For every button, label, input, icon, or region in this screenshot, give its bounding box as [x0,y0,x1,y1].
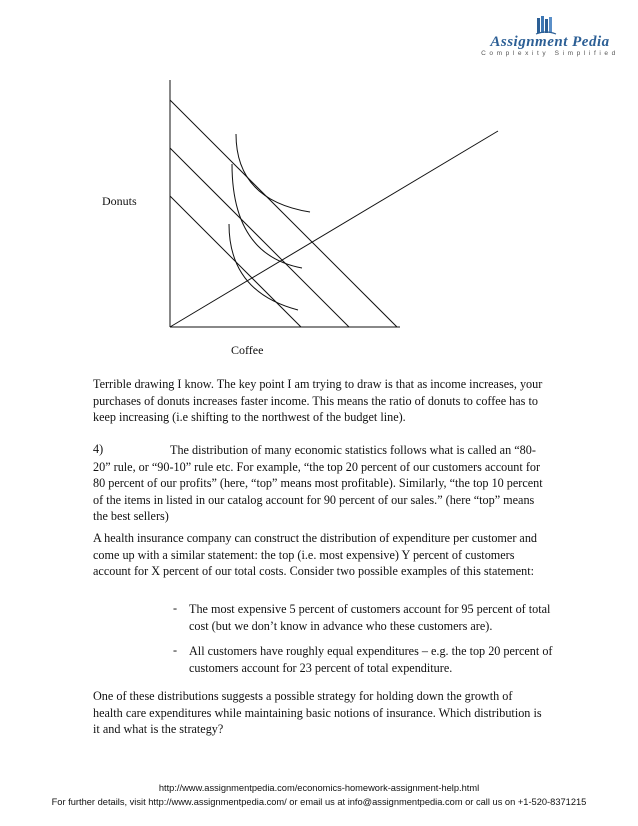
budget-line-mid [170,148,349,327]
indifference-curve-high [236,134,310,212]
logo-tagline: Complexity Simplified [481,50,619,57]
budget-line-high [170,100,397,327]
bullet-dash: - [173,601,178,615]
indifference-curve-mid [232,164,302,268]
footer-url[interactable]: http://www.assignmentpedia.com/economics-homework-assignment-help.html [158,783,480,793]
bullet-dash: - [173,643,178,657]
y-axis-label: Donuts [102,194,137,208]
graph-caption: Terrible drawing I know. The key point I am trying to draw is that as income increases, your purchases of donuts increases faster income. This means the ratio of donuts to coffee has to keep increasing (i.e shifting to the northwest of the budget line). [93,377,543,425]
bullet-item: The most expensive 5 percent of customers account for 95 percent of total cost (but we don’t know in advance who these customers are). [189,602,551,633]
logo-name: Assignment Pedia [490,34,610,50]
question-setup: A health insurance company can construct the distribution of expenditure per customer and come up with a similar statement: the top (i.e. most expensive) Y percent of customers account for X percent of our total costs. Consider two possible examples of this statement: [93,531,538,579]
income-expansion-path [170,131,498,327]
indifference-curve-low [229,224,298,310]
footer-contact: For further details, visit http://www.assignmentpedia.com/ or email us at info@assignmentpedia.com or call us on +1-520-8371215 [51,797,587,807]
bullet-item: All customers have roughly equal expenditures – e.g. the top 20 percent of customers account for 23 percent of total expenditure. [189,644,553,675]
question-number: 4) [93,442,104,456]
indifference-curve-graph [0,0,638,340]
question-intro: The distribution of many economic statistics follows what is called an “80-20” rule, or “90-10” rule etc. For example, “the top 20 percent of our customers account for 80 percent of our profits” (here, “top” means most profitable). Similarly, “the top 10 percent of the items in listed in our catalog account for 90 percent of our sales.” (here “top” means the best sellers) [93,443,543,524]
question-closing: One of these distributions suggests a possible strategy for holding down the growth of health care expenditures while maintaining basic notions of insurance. Which distribution is it and what is the strategy? [93,689,542,737]
x-axis-label: Coffee [231,343,264,357]
